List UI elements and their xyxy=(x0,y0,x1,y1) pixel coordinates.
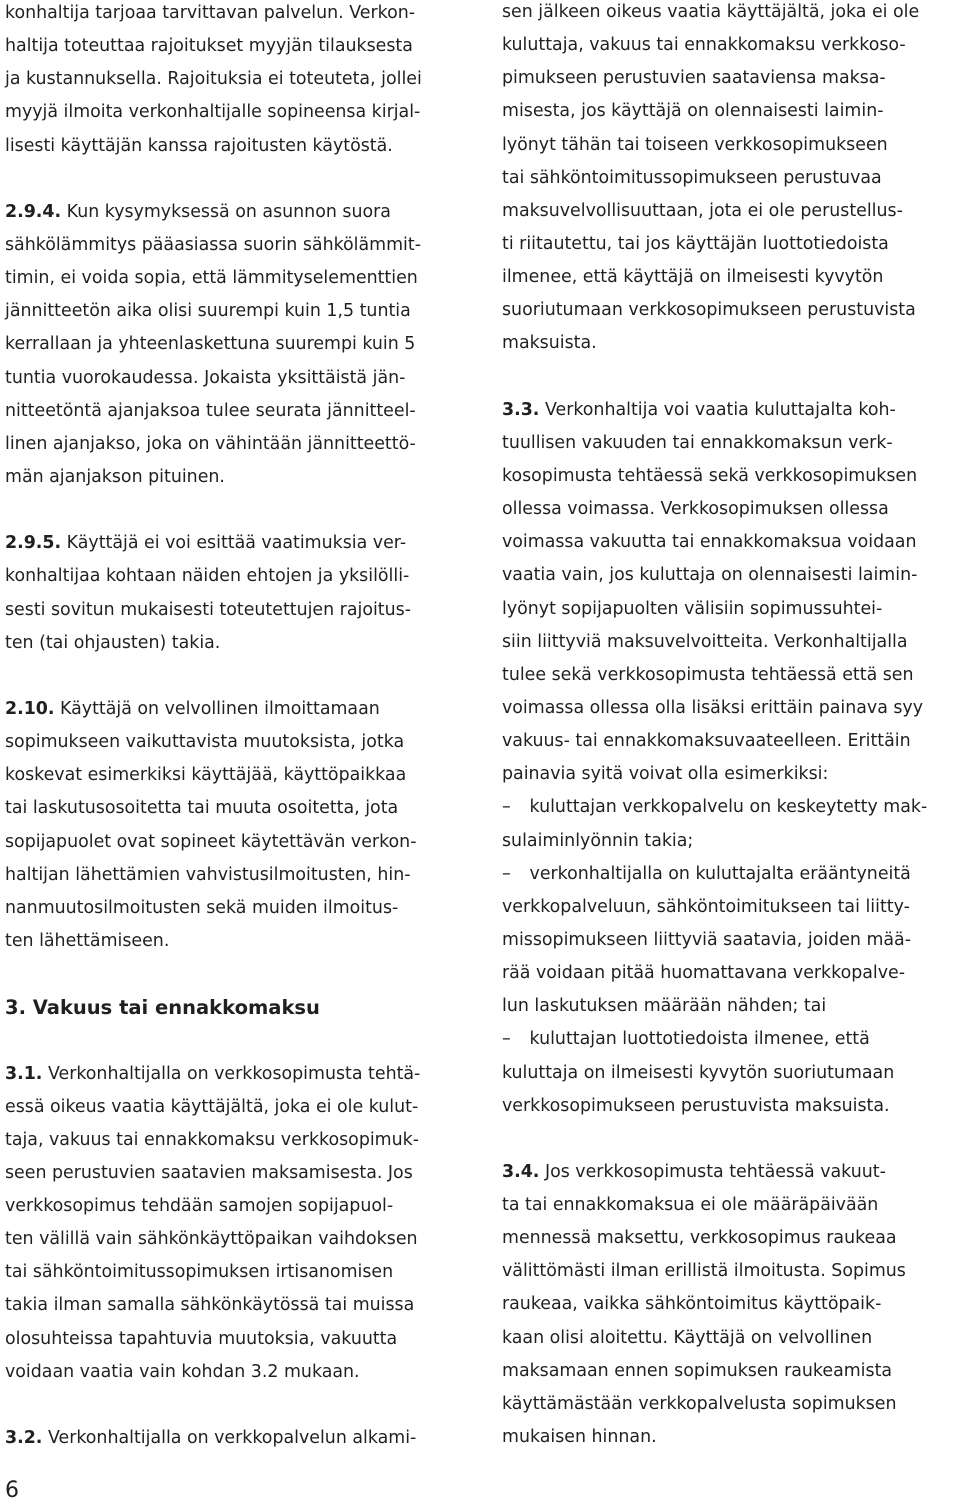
dash-bullet: – xyxy=(502,863,511,884)
text-line: tai sähköntoimitussopimukseen perustuvaa xyxy=(502,167,882,188)
text-line: raukeaa, vaikka sähköntoimitus käyttöpaik- xyxy=(502,1294,882,1315)
text-line: sen jälkeen oikeus vaatia käyttäjältä, joka ei ole xyxy=(502,2,920,22)
section-number: 3.3. xyxy=(502,399,540,420)
text-line: siin liittyviä maksuvelvoitteita. Verkonhaltijalla xyxy=(502,631,908,652)
text-line: takia ilman samalla sähkönkäytössä tai muissa xyxy=(5,1295,415,1316)
list-item xyxy=(502,791,957,824)
section-first-line xyxy=(5,1422,455,1455)
text-line: ollessa voimassa. Verkkosopimuksen ollessa xyxy=(502,499,889,520)
text-line: tuntia vuorokaudessa. Jokaista yksittäistä jän- xyxy=(5,367,406,388)
text-line: olosuhteissa tapahtuvia muutoksia, vakuutta xyxy=(5,1328,398,1349)
text-line: koskevat esimerkiksi käyttäjää, käyttöpaikkaa xyxy=(5,765,407,786)
text-line: sulaiminlyönnin takia; xyxy=(502,830,694,851)
text-line: käyttämästään verkkopalvelusta sopimuksen xyxy=(502,1393,897,1414)
text-line: ten (tai ohjausten) takia. xyxy=(5,632,221,653)
text-line: verkkosopimukseen perustuvista maksuista. xyxy=(502,1095,890,1116)
section-number: 3.4. xyxy=(502,1161,540,1182)
text-line: mennessä maksettu, verkkosopimus raukeaa xyxy=(502,1228,897,1249)
text-line: misesta, jos käyttäjä on olennaisesti laimin- xyxy=(502,101,884,122)
right-column xyxy=(502,0,957,1454)
text-line: konhaltijaa kohtaan näiden ehtojen ja yksilölli- xyxy=(5,566,410,587)
paragraph-gap xyxy=(5,163,455,196)
section-first-line xyxy=(5,1058,455,1091)
text-line: tulee sekä verkkosopimusta tehtäessä että sen xyxy=(502,664,914,685)
paragraph-gap xyxy=(5,494,455,527)
paragraph-gap xyxy=(5,1389,455,1422)
text-line: tai sähköntoimitussopimuksen irtisanomisen xyxy=(5,1262,394,1283)
text-line: ta tai ennakkomaksua ei ole määräpäivään xyxy=(502,1195,879,1216)
text-line: sopimukseen vaikuttavista muutoksista, jotka xyxy=(5,732,405,753)
section-first-line xyxy=(5,693,455,726)
text-line: ten välillä vain sähkönkäyttöpaikan vaihdoksen xyxy=(5,1229,418,1250)
text-line: tuullisen vakuuden tai ennakkomaksun verk- xyxy=(502,432,893,453)
text-line: voimassa vakuutta tai ennakkomaksua voidaan xyxy=(502,532,917,553)
text-line: mukaisen hinnan. xyxy=(502,1427,657,1448)
paragraph-gap xyxy=(5,1024,455,1057)
text-line: kerrallaan ja yhteenlaskettuna suurempi kuin 5 xyxy=(5,334,416,355)
text-line: lun laskutuksen määrään nähden; tai xyxy=(502,996,827,1017)
text-line: myyjä ilmoita verkonhaltijalle sopineensa kirjal- xyxy=(5,102,421,123)
text-line: kaan olisi aloitettu. Käyttäjä on velvollinen xyxy=(502,1327,873,1348)
section-text: Jos verkkosopimusta tehtäessä vakuut- xyxy=(539,1161,886,1182)
section-number: 2.9.4. xyxy=(5,201,62,222)
text-line: taja, vakuus tai ennakkomaksu verkkosopimuk- xyxy=(5,1129,419,1150)
section-number: 3.1. xyxy=(5,1063,43,1084)
text-line: timin, ei voida sopia, että lämmityselementtien xyxy=(5,268,418,289)
section-text: Verkonhaltijalla on verkkosopimusta tehtä- xyxy=(42,1063,421,1084)
list-item-text: kuluttajan verkkopalvelu on keskeytetty mak- xyxy=(524,797,928,818)
section-first-line xyxy=(502,1156,957,1189)
section-first-line xyxy=(502,394,957,427)
text-line: missopimukseen liittyviä saatavia, joiden mää- xyxy=(502,929,911,950)
text-line: sopijapuolet ovat sopineet käytettävän verkon- xyxy=(5,831,417,852)
list-item xyxy=(502,858,957,891)
text-line: nanmuutosilmoitusten sekä muiden ilmoitus- xyxy=(5,897,399,918)
text-line: essä oikeus vaatia käyttäjältä, joka ei ole kulut- xyxy=(5,1096,419,1117)
section-first-line xyxy=(5,196,455,229)
text-line: verkkopalveluun, sähköntoimitukseen tai liitty- xyxy=(502,896,910,917)
section-text: Käyttäjä ei voi esittää vaatimuksia ver- xyxy=(61,533,407,554)
paragraph-gap xyxy=(5,958,455,991)
section-text: Verkonhaltija voi vaatia kuluttajalta koh- xyxy=(539,399,896,420)
page-number: 6 xyxy=(5,1478,19,1503)
text-line: voidaan vaatia vain kohdan 3.2 mukaan. xyxy=(5,1361,360,1382)
paragraph-gap xyxy=(502,1123,957,1156)
left-column xyxy=(5,0,455,1455)
text-line: haltija toteuttaa rajoitukset myyjän tilauksesta xyxy=(5,36,413,57)
text-line: tai laskutusosoitetta tai muuta osoitetta, jota xyxy=(5,798,399,819)
list-item-text: verkonhaltijalla on kuluttajalta erääntyneitä xyxy=(524,863,911,884)
text-line: välittömästi ilman erillistä ilmoitusta. Sopimus xyxy=(502,1261,906,1282)
text-line: sähkölämmitys pääasiassa suorin sähkölämmit- xyxy=(5,234,421,255)
text-line: jännitteetön aika olisi suurempi kuin 1,5 tuntia xyxy=(5,301,411,322)
paragraph-gap xyxy=(5,660,455,693)
text-line: seen perustuvien saatavien maksamisesta. Jos xyxy=(5,1162,413,1183)
text-line: linen ajanjakso, joka on vähintään jännitteettö- xyxy=(5,433,416,454)
text-line: ti riitautettu, tai jos käyttäjän luottotiedoista xyxy=(502,233,889,254)
text-line: män ajanjakson pituinen. xyxy=(5,466,225,487)
text-line: haltijan lähettämien vahvistusilmoitusten, hin- xyxy=(5,864,411,885)
text-line: painavia syitä voivat olla esimerkiksi: xyxy=(502,764,829,785)
paragraph-gap xyxy=(502,361,957,394)
text-line: ilmenee, että käyttäjä on ilmeisesti kyvytön xyxy=(502,267,884,288)
section-number: 3.2. xyxy=(5,1428,43,1449)
text-line: lyönyt sopijapuolten välisiin sopimussuhtei- xyxy=(502,598,883,619)
section-text: Verkonhaltijalla on verkkopalvelun alkami- xyxy=(42,1428,417,1449)
text-line: voimassa ollessa olla lisäksi erittäin painava syy xyxy=(502,697,924,718)
text-line: ja kustannuksella. Rajoituksia ei toteuteta, jollei xyxy=(5,69,422,90)
text-line: verkkosopimus tehdään samojen sopijapuol- xyxy=(5,1196,394,1217)
text-line: maksuvelvollisuuttaan, jota ei ole perustellus- xyxy=(502,200,903,221)
text-line: konhaltija tarjoaa tarvittavan palvelun. Verkon- xyxy=(5,3,416,23)
text-line: ten lähettämiseen. xyxy=(5,930,170,951)
text-line: vaatia vain, jos kuluttaja on olennaisesti laimin- xyxy=(502,565,918,586)
section-text: Käyttäjä on velvollinen ilmoittamaan xyxy=(54,698,380,719)
dash-bullet: – xyxy=(502,1029,511,1050)
list-item-text: kuluttajan luottotiedoista ilmenee, että xyxy=(524,1029,870,1050)
section-number: 2.10. xyxy=(5,698,55,719)
dash-bullet: – xyxy=(502,797,511,818)
section-text: Kun kysymyksessä on asunnon suora xyxy=(61,201,391,222)
text-line: suoriutumaan verkkosopimukseen perustuvista xyxy=(502,300,916,321)
list-item xyxy=(502,1023,957,1056)
text-line: kuluttaja on ilmeisesti kyvytön suoriutumaan xyxy=(502,1062,895,1083)
text-line: maksuista. xyxy=(502,333,597,354)
section-heading: 3. Vakuus tai ennakkomaksu xyxy=(5,996,320,1020)
text-line: lyönyt tähän tai toiseen verkkosopimukseen xyxy=(502,134,888,155)
text-line: kosopimusta tehtäessä sekä verkkosopimuksen xyxy=(502,465,918,486)
text-line: vakuus- tai ennakkomaksuvaateelleen. Erittäin xyxy=(502,731,911,752)
text-line: sesti sovitun mukaisesti toteutettujen rajoitus- xyxy=(5,599,411,620)
text-line: rää voidaan pitää huomattavana verkkopalve- xyxy=(502,963,906,984)
text-line: nitteetöntä ajanjaksoa tulee seurata jännitteel- xyxy=(5,400,416,421)
text-line: lisesti käyttäjän kanssa rajoitusten käytöstä. xyxy=(5,135,393,156)
text-line: pimukseen perustuvien saataviensa maksa- xyxy=(502,68,886,89)
section-first-line xyxy=(5,527,455,560)
text-line: kuluttaja, vakuus tai ennakkomaksu verkkoso- xyxy=(502,35,906,56)
section-number: 2.9.5. xyxy=(5,533,62,554)
text-line: maksamaan ennen sopimuksen raukeamista xyxy=(502,1360,893,1381)
